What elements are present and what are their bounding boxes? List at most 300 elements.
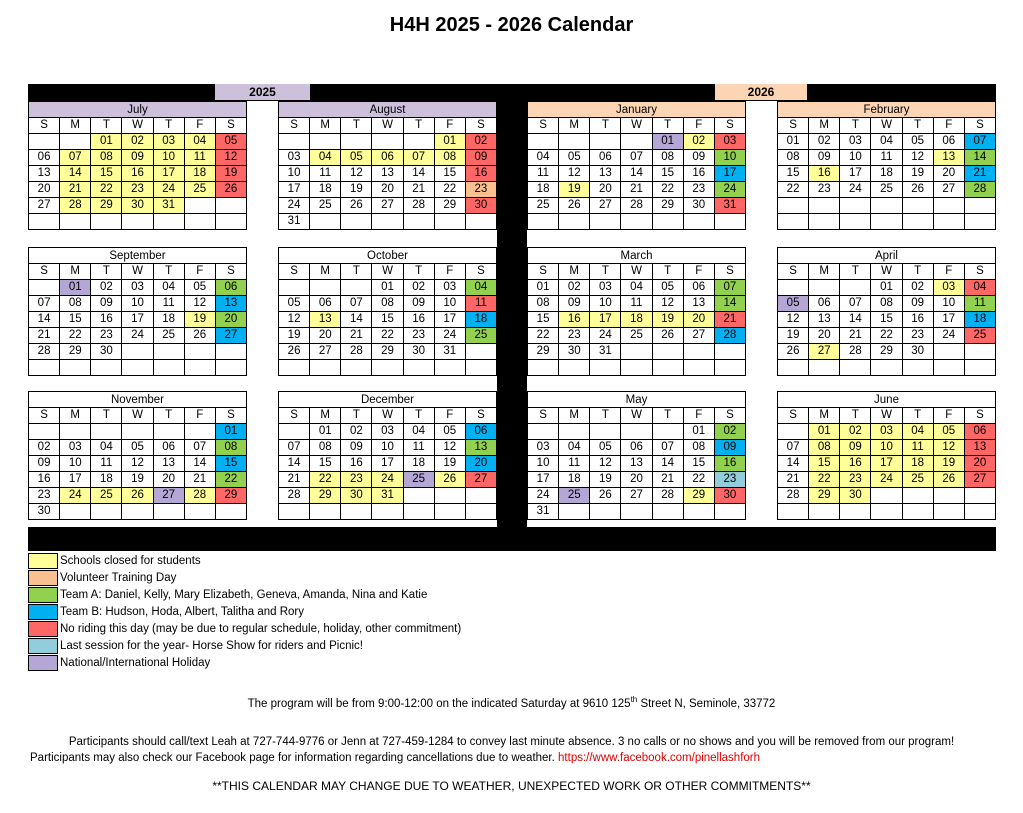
facebook-link[interactable]: https://www.facebook.com/pinellashforh [558, 752, 761, 764]
day-cell: 03 [590, 280, 621, 296]
day-cell: 24 [871, 472, 902, 488]
day-cell: 25 [403, 472, 434, 488]
day-cell: 15 [215, 456, 246, 472]
day-cell: 15 [809, 456, 840, 472]
weekday-header: M [559, 264, 590, 280]
day-cell: 08 [683, 440, 714, 456]
day-cell: 16 [683, 166, 714, 182]
month-name: December [278, 391, 497, 407]
day-cell: 20 [621, 472, 652, 488]
day-cell: 02 [465, 134, 496, 150]
legend-item [28, 569, 461, 586]
day-cell: 19 [559, 182, 590, 198]
week-row [528, 440, 746, 456]
day-cell [590, 504, 621, 520]
day-cell: 09 [465, 150, 496, 166]
day-cell: 27 [809, 344, 840, 360]
weekday-header: S [714, 408, 745, 424]
legend-item [28, 586, 461, 603]
day-cell [809, 280, 840, 296]
weekday-header: T [403, 408, 434, 424]
weekday-header: S [528, 264, 559, 280]
weekday-header: F [933, 408, 964, 424]
weekday-header: F [184, 408, 215, 424]
day-cell: 05 [341, 150, 372, 166]
day-cell [871, 504, 902, 520]
week-row [279, 472, 497, 488]
weekday-header: T [91, 118, 122, 134]
day-cell: 16 [403, 312, 434, 328]
week-row [528, 166, 746, 182]
weekday-header: S [714, 118, 745, 134]
day-cell [403, 214, 434, 230]
month-grid [278, 407, 497, 520]
day-cell: 05 [215, 134, 246, 150]
day-cell [621, 214, 652, 230]
day-cell [778, 424, 809, 440]
day-cell [215, 344, 246, 360]
day-cell [778, 214, 809, 230]
week-row [29, 214, 247, 230]
legend-text: No riding this day (may be due to regular schedule, holiday, other commitment) [60, 622, 462, 635]
weekday-header: M [60, 264, 91, 280]
day-cell: 07 [60, 150, 91, 166]
day-cell: 16 [714, 456, 745, 472]
week-row [279, 328, 497, 344]
day-cell [372, 504, 403, 520]
day-cell: 28 [714, 328, 745, 344]
day-cell [683, 344, 714, 360]
bottom-black-bar [28, 527, 996, 551]
day-cell: 25 [528, 198, 559, 214]
week-row [279, 456, 497, 472]
day-cell: 15 [778, 166, 809, 182]
day-cell: 01 [91, 134, 122, 150]
day-cell: 20 [590, 182, 621, 198]
day-cell [60, 360, 91, 376]
month-grid [278, 117, 497, 230]
day-cell: 03 [279, 150, 310, 166]
day-cell [29, 280, 60, 296]
day-cell: 08 [60, 296, 91, 312]
day-cell: 31 [153, 198, 184, 214]
day-cell: 29 [310, 488, 341, 504]
day-cell: 21 [840, 328, 871, 344]
day-cell: 25 [184, 182, 215, 198]
day-cell [310, 360, 341, 376]
day-cell [964, 344, 995, 360]
day-cell: 05 [590, 440, 621, 456]
day-cell [184, 360, 215, 376]
week-row [528, 360, 746, 376]
day-cell: 06 [683, 280, 714, 296]
day-cell: 26 [778, 344, 809, 360]
day-cell: 13 [29, 166, 60, 182]
day-cell: 11 [964, 296, 995, 312]
day-cell: 17 [153, 166, 184, 182]
weekday-header: F [184, 264, 215, 280]
day-cell: 05 [279, 296, 310, 312]
day-cell: 05 [184, 280, 215, 296]
day-cell [279, 280, 310, 296]
month-grid [28, 117, 247, 230]
day-cell: 18 [871, 166, 902, 182]
day-cell: 19 [215, 166, 246, 182]
week-row [778, 280, 996, 296]
month-september [28, 247, 247, 376]
month-name: January [527, 101, 746, 117]
day-cell: 01 [372, 280, 403, 296]
day-cell [933, 504, 964, 520]
weekday-header: F [683, 264, 714, 280]
day-cell: 20 [465, 456, 496, 472]
week-row [29, 198, 247, 214]
day-cell: 01 [215, 424, 246, 440]
day-cell: 12 [933, 440, 964, 456]
day-cell [652, 344, 683, 360]
day-cell: 30 [403, 344, 434, 360]
day-cell: 04 [871, 134, 902, 150]
day-cell [621, 344, 652, 360]
week-row [528, 328, 746, 344]
day-cell: 01 [683, 424, 714, 440]
month-grid [527, 117, 746, 230]
day-cell: 18 [902, 456, 933, 472]
day-cell: 28 [29, 344, 60, 360]
weekday-header: W [122, 118, 153, 134]
day-cell: 07 [184, 440, 215, 456]
day-cell: 11 [91, 456, 122, 472]
day-cell: 15 [652, 166, 683, 182]
day-cell: 01 [434, 134, 465, 150]
day-cell [871, 360, 902, 376]
day-cell [215, 214, 246, 230]
day-cell: 13 [215, 296, 246, 312]
day-cell: 25 [559, 488, 590, 504]
day-cell: 20 [372, 182, 403, 198]
day-cell: 29 [215, 488, 246, 504]
day-cell: 02 [902, 280, 933, 296]
day-cell: 26 [215, 182, 246, 198]
day-cell [840, 214, 871, 230]
weekday-header: T [590, 264, 621, 280]
week-row [29, 504, 247, 520]
weekday-header: F [683, 408, 714, 424]
week-row [279, 280, 497, 296]
legend-text: Schools closed for students [60, 554, 201, 567]
day-cell: 21 [60, 182, 91, 198]
day-cell: 01 [528, 280, 559, 296]
day-cell: 03 [60, 440, 91, 456]
weekday-header: S [964, 408, 995, 424]
day-cell: 16 [91, 312, 122, 328]
day-cell [403, 360, 434, 376]
day-cell: 27 [465, 472, 496, 488]
day-cell: 02 [122, 134, 153, 150]
day-cell [683, 504, 714, 520]
weekday-header: W [871, 118, 902, 134]
day-cell: 29 [652, 198, 683, 214]
day-cell [341, 280, 372, 296]
day-cell [809, 360, 840, 376]
week-row [29, 182, 247, 198]
day-cell: 13 [465, 440, 496, 456]
day-cell [29, 360, 60, 376]
day-cell [91, 360, 122, 376]
day-cell: 11 [465, 296, 496, 312]
day-cell [372, 134, 403, 150]
day-cell: 27 [29, 198, 60, 214]
day-cell: 09 [559, 296, 590, 312]
week-row [29, 150, 247, 166]
day-cell: 23 [714, 472, 745, 488]
day-cell [91, 504, 122, 520]
weekday-header: T [652, 118, 683, 134]
weekday-header: S [778, 264, 809, 280]
day-cell: 27 [153, 488, 184, 504]
month-june [777, 391, 996, 520]
month-name: June [777, 391, 996, 407]
day-cell: 04 [91, 440, 122, 456]
day-cell: 13 [310, 312, 341, 328]
day-cell: 26 [341, 198, 372, 214]
day-cell: 07 [621, 150, 652, 166]
day-cell: 17 [840, 166, 871, 182]
day-cell: 05 [652, 280, 683, 296]
day-cell [60, 134, 91, 150]
day-cell: 30 [91, 344, 122, 360]
day-cell: 07 [778, 440, 809, 456]
weekday-header: S [528, 408, 559, 424]
legend-text: Team B: Hudson, Hoda, Albert, Talitha and Rory [60, 605, 304, 618]
day-cell: 25 [621, 328, 652, 344]
day-cell [465, 504, 496, 520]
day-cell: 08 [809, 440, 840, 456]
week-row [528, 296, 746, 312]
day-cell: 20 [215, 312, 246, 328]
day-cell [714, 214, 745, 230]
day-cell: 11 [528, 166, 559, 182]
day-cell: 17 [434, 312, 465, 328]
week-row [279, 296, 497, 312]
day-cell: 18 [621, 312, 652, 328]
day-cell: 06 [964, 424, 995, 440]
day-cell: 22 [528, 328, 559, 344]
week-row [778, 440, 996, 456]
day-cell: 23 [403, 328, 434, 344]
day-cell: 23 [29, 488, 60, 504]
day-cell [60, 424, 91, 440]
day-cell: 10 [372, 440, 403, 456]
month-grid [527, 263, 746, 376]
day-cell: 16 [29, 472, 60, 488]
day-cell: 10 [60, 456, 91, 472]
day-cell: 18 [528, 182, 559, 198]
day-cell: 05 [902, 134, 933, 150]
day-cell: 13 [621, 456, 652, 472]
day-cell: 14 [341, 312, 372, 328]
day-cell: 11 [184, 150, 215, 166]
day-cell [341, 214, 372, 230]
day-cell: 04 [559, 440, 590, 456]
day-cell [403, 488, 434, 504]
day-cell: 08 [778, 150, 809, 166]
day-cell: 30 [683, 198, 714, 214]
day-cell: 29 [372, 344, 403, 360]
week-row [279, 312, 497, 328]
week-row [778, 134, 996, 150]
day-cell: 29 [683, 488, 714, 504]
day-cell: 26 [184, 328, 215, 344]
day-cell: 19 [778, 328, 809, 344]
day-cell: 09 [809, 150, 840, 166]
legend-item [28, 654, 461, 671]
day-cell [964, 360, 995, 376]
weekday-header: T [341, 408, 372, 424]
day-cell: 16 [122, 166, 153, 182]
weekday-header: T [91, 264, 122, 280]
day-cell: 09 [840, 440, 871, 456]
day-cell [91, 424, 122, 440]
week-row [528, 150, 746, 166]
weekday-header: T [652, 264, 683, 280]
day-cell [902, 214, 933, 230]
week-row [528, 488, 746, 504]
day-cell: 27 [933, 182, 964, 198]
day-cell [341, 504, 372, 520]
day-cell: 28 [403, 198, 434, 214]
day-cell [153, 344, 184, 360]
day-cell [184, 424, 215, 440]
month-february [777, 101, 996, 230]
week-row [29, 296, 247, 312]
day-cell: 27 [964, 472, 995, 488]
day-cell: 02 [714, 424, 745, 440]
day-cell: 04 [621, 280, 652, 296]
month-october [278, 247, 497, 376]
day-cell: 30 [714, 488, 745, 504]
week-row [528, 280, 746, 296]
day-cell: 21 [621, 182, 652, 198]
day-cell: 24 [840, 182, 871, 198]
week-row [778, 214, 996, 230]
day-cell: 30 [840, 488, 871, 504]
day-cell: 02 [559, 280, 590, 296]
month-august [278, 101, 497, 230]
day-cell [809, 214, 840, 230]
day-cell [559, 360, 590, 376]
day-cell: 28 [964, 182, 995, 198]
day-cell: 20 [310, 328, 341, 344]
day-cell: 19 [279, 328, 310, 344]
month-name: May [527, 391, 746, 407]
day-cell: 01 [652, 134, 683, 150]
day-cell: 05 [122, 440, 153, 456]
participants-facebook [30, 752, 1010, 764]
day-cell [184, 504, 215, 520]
day-cell: 23 [902, 328, 933, 344]
day-cell: 02 [29, 440, 60, 456]
day-cell: 15 [871, 312, 902, 328]
week-row [279, 150, 497, 166]
day-cell: 26 [434, 472, 465, 488]
day-cell [279, 360, 310, 376]
day-cell: 03 [871, 424, 902, 440]
weekday-header: M [809, 264, 840, 280]
month-january [527, 101, 746, 230]
weekday-header: M [809, 408, 840, 424]
day-cell: 06 [465, 424, 496, 440]
day-cell: 08 [871, 296, 902, 312]
day-cell: 11 [310, 166, 341, 182]
day-cell: 26 [559, 198, 590, 214]
day-cell: 20 [683, 312, 714, 328]
day-cell: 01 [778, 134, 809, 150]
day-cell: 14 [714, 296, 745, 312]
day-cell: 12 [122, 456, 153, 472]
day-cell [60, 504, 91, 520]
day-cell [310, 504, 341, 520]
day-cell [964, 504, 995, 520]
day-cell [590, 134, 621, 150]
day-cell: 10 [122, 296, 153, 312]
day-cell: 28 [60, 198, 91, 214]
year-label-2025: 2025 [215, 84, 310, 100]
day-cell: 27 [590, 198, 621, 214]
day-cell [29, 424, 60, 440]
week-row [778, 424, 996, 440]
week-row [29, 456, 247, 472]
day-cell: 10 [714, 150, 745, 166]
day-cell: 21 [341, 328, 372, 344]
week-row [778, 166, 996, 182]
day-cell: 28 [652, 488, 683, 504]
weekday-header: F [683, 118, 714, 134]
day-cell: 21 [652, 472, 683, 488]
weekday-header: T [341, 264, 372, 280]
legend-text: Volunteer Training Day [60, 571, 177, 584]
day-cell: 23 [840, 472, 871, 488]
weekday-header: F [933, 264, 964, 280]
day-cell: 05 [778, 296, 809, 312]
day-cell: 23 [465, 182, 496, 198]
weekday-header: T [153, 408, 184, 424]
week-row [528, 344, 746, 360]
day-cell [778, 198, 809, 214]
day-cell: 02 [683, 134, 714, 150]
day-cell: 18 [91, 472, 122, 488]
day-cell: 04 [310, 150, 341, 166]
day-cell: 30 [122, 198, 153, 214]
week-row [29, 472, 247, 488]
day-cell: 21 [403, 182, 434, 198]
day-cell: 03 [372, 424, 403, 440]
month-name: March [527, 247, 746, 263]
week-row [778, 360, 996, 376]
day-cell: 30 [341, 488, 372, 504]
month-grid [777, 117, 996, 230]
legend-text: National/International Holiday [60, 656, 211, 669]
legend-item [28, 603, 461, 620]
day-cell: 31 [714, 198, 745, 214]
day-cell: 01 [871, 280, 902, 296]
day-cell: 10 [871, 440, 902, 456]
day-cell: 13 [153, 456, 184, 472]
weekday-header: F [434, 118, 465, 134]
day-cell: 31 [528, 504, 559, 520]
week-row [778, 296, 996, 312]
center-divider-bar [497, 101, 527, 527]
